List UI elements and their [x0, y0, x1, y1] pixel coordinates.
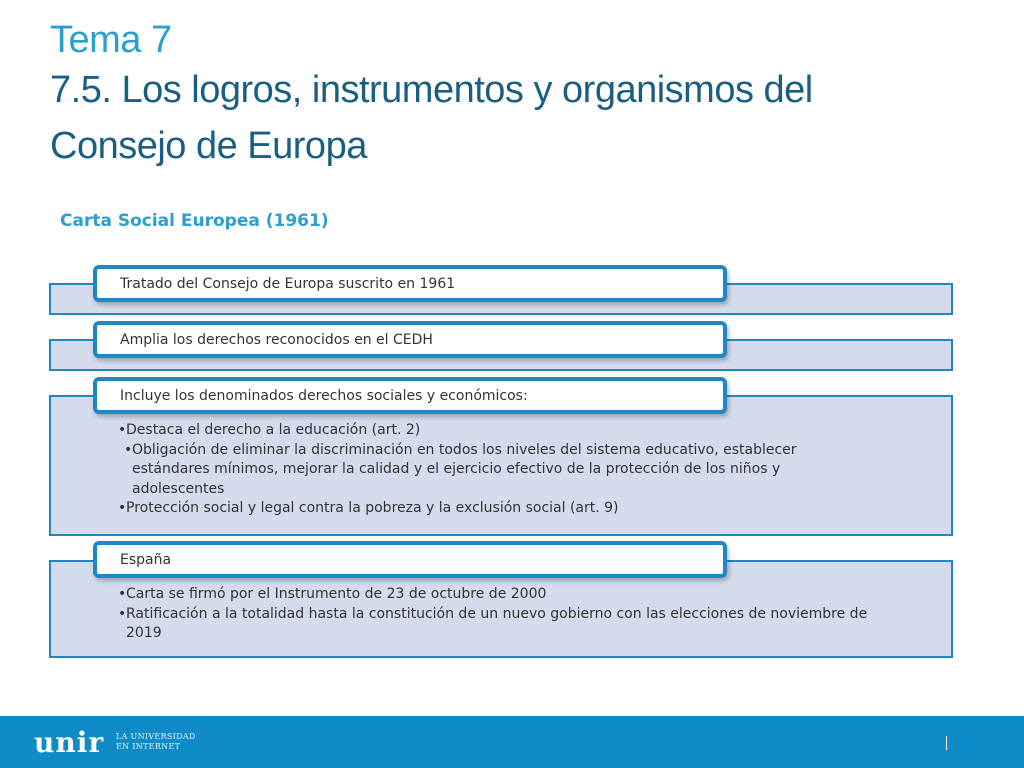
slide-title	[50, 18, 990, 174]
list-item: • Obligación de eliminar la discriminación en todos los niveles del sistema educativo, establecer estándares mínimos, mejorar la calidad y el ejercicio efectivo de la protección de los niños y adolescentes	[124, 441, 834, 500]
list-item: • Destaca el derecho a la educación (art. 2)	[118, 421, 834, 441]
section-subtitle: Carta Social Europea (1961)	[60, 211, 329, 231]
section-3-heading-text: Incluye los denominados derechos sociales y económicos:	[120, 387, 528, 404]
section-4-heading-text: España	[120, 551, 172, 568]
logo-tagline	[116, 732, 196, 752]
section-1-heading	[93, 265, 727, 302]
unir-logo: unir	[34, 726, 105, 759]
logo-tagline-line1: LA UNIVERSIDAD	[116, 732, 196, 741]
footer-divider	[946, 736, 947, 750]
section-2-heading-text: Amplia los derechos reconocidos en el CEDH	[120, 331, 433, 348]
section-3-heading	[93, 377, 727, 414]
section-3-bullets	[118, 421, 834, 519]
title-heading-line2: Consejo de Europa	[50, 125, 367, 167]
title-heading-line1: 7.5. Los logros, instrumentos y organismos del	[50, 69, 813, 111]
footer-bar	[0, 716, 1024, 768]
list-item: • Carta se firmó por el Instrumento de 23 de octubre de 2000	[118, 585, 878, 605]
logo-tagline-line2: EN INTERNET	[116, 742, 181, 751]
section-1-heading-text: Tratado del Consejo de Europa suscrito en 1961	[120, 275, 456, 292]
title-topic: Tema 7	[50, 19, 172, 61]
section-4-heading	[93, 541, 727, 578]
list-item: • Ratificación a la totalidad hasta la constitución de un nuevo gobierno con las elecciones de noviembre de 2019	[118, 605, 878, 644]
section-4-bullets	[118, 585, 878, 644]
section-2-heading	[93, 321, 727, 358]
list-item: • Protección social y legal contra la pobreza y la exclusión social (art. 9)	[118, 499, 834, 519]
